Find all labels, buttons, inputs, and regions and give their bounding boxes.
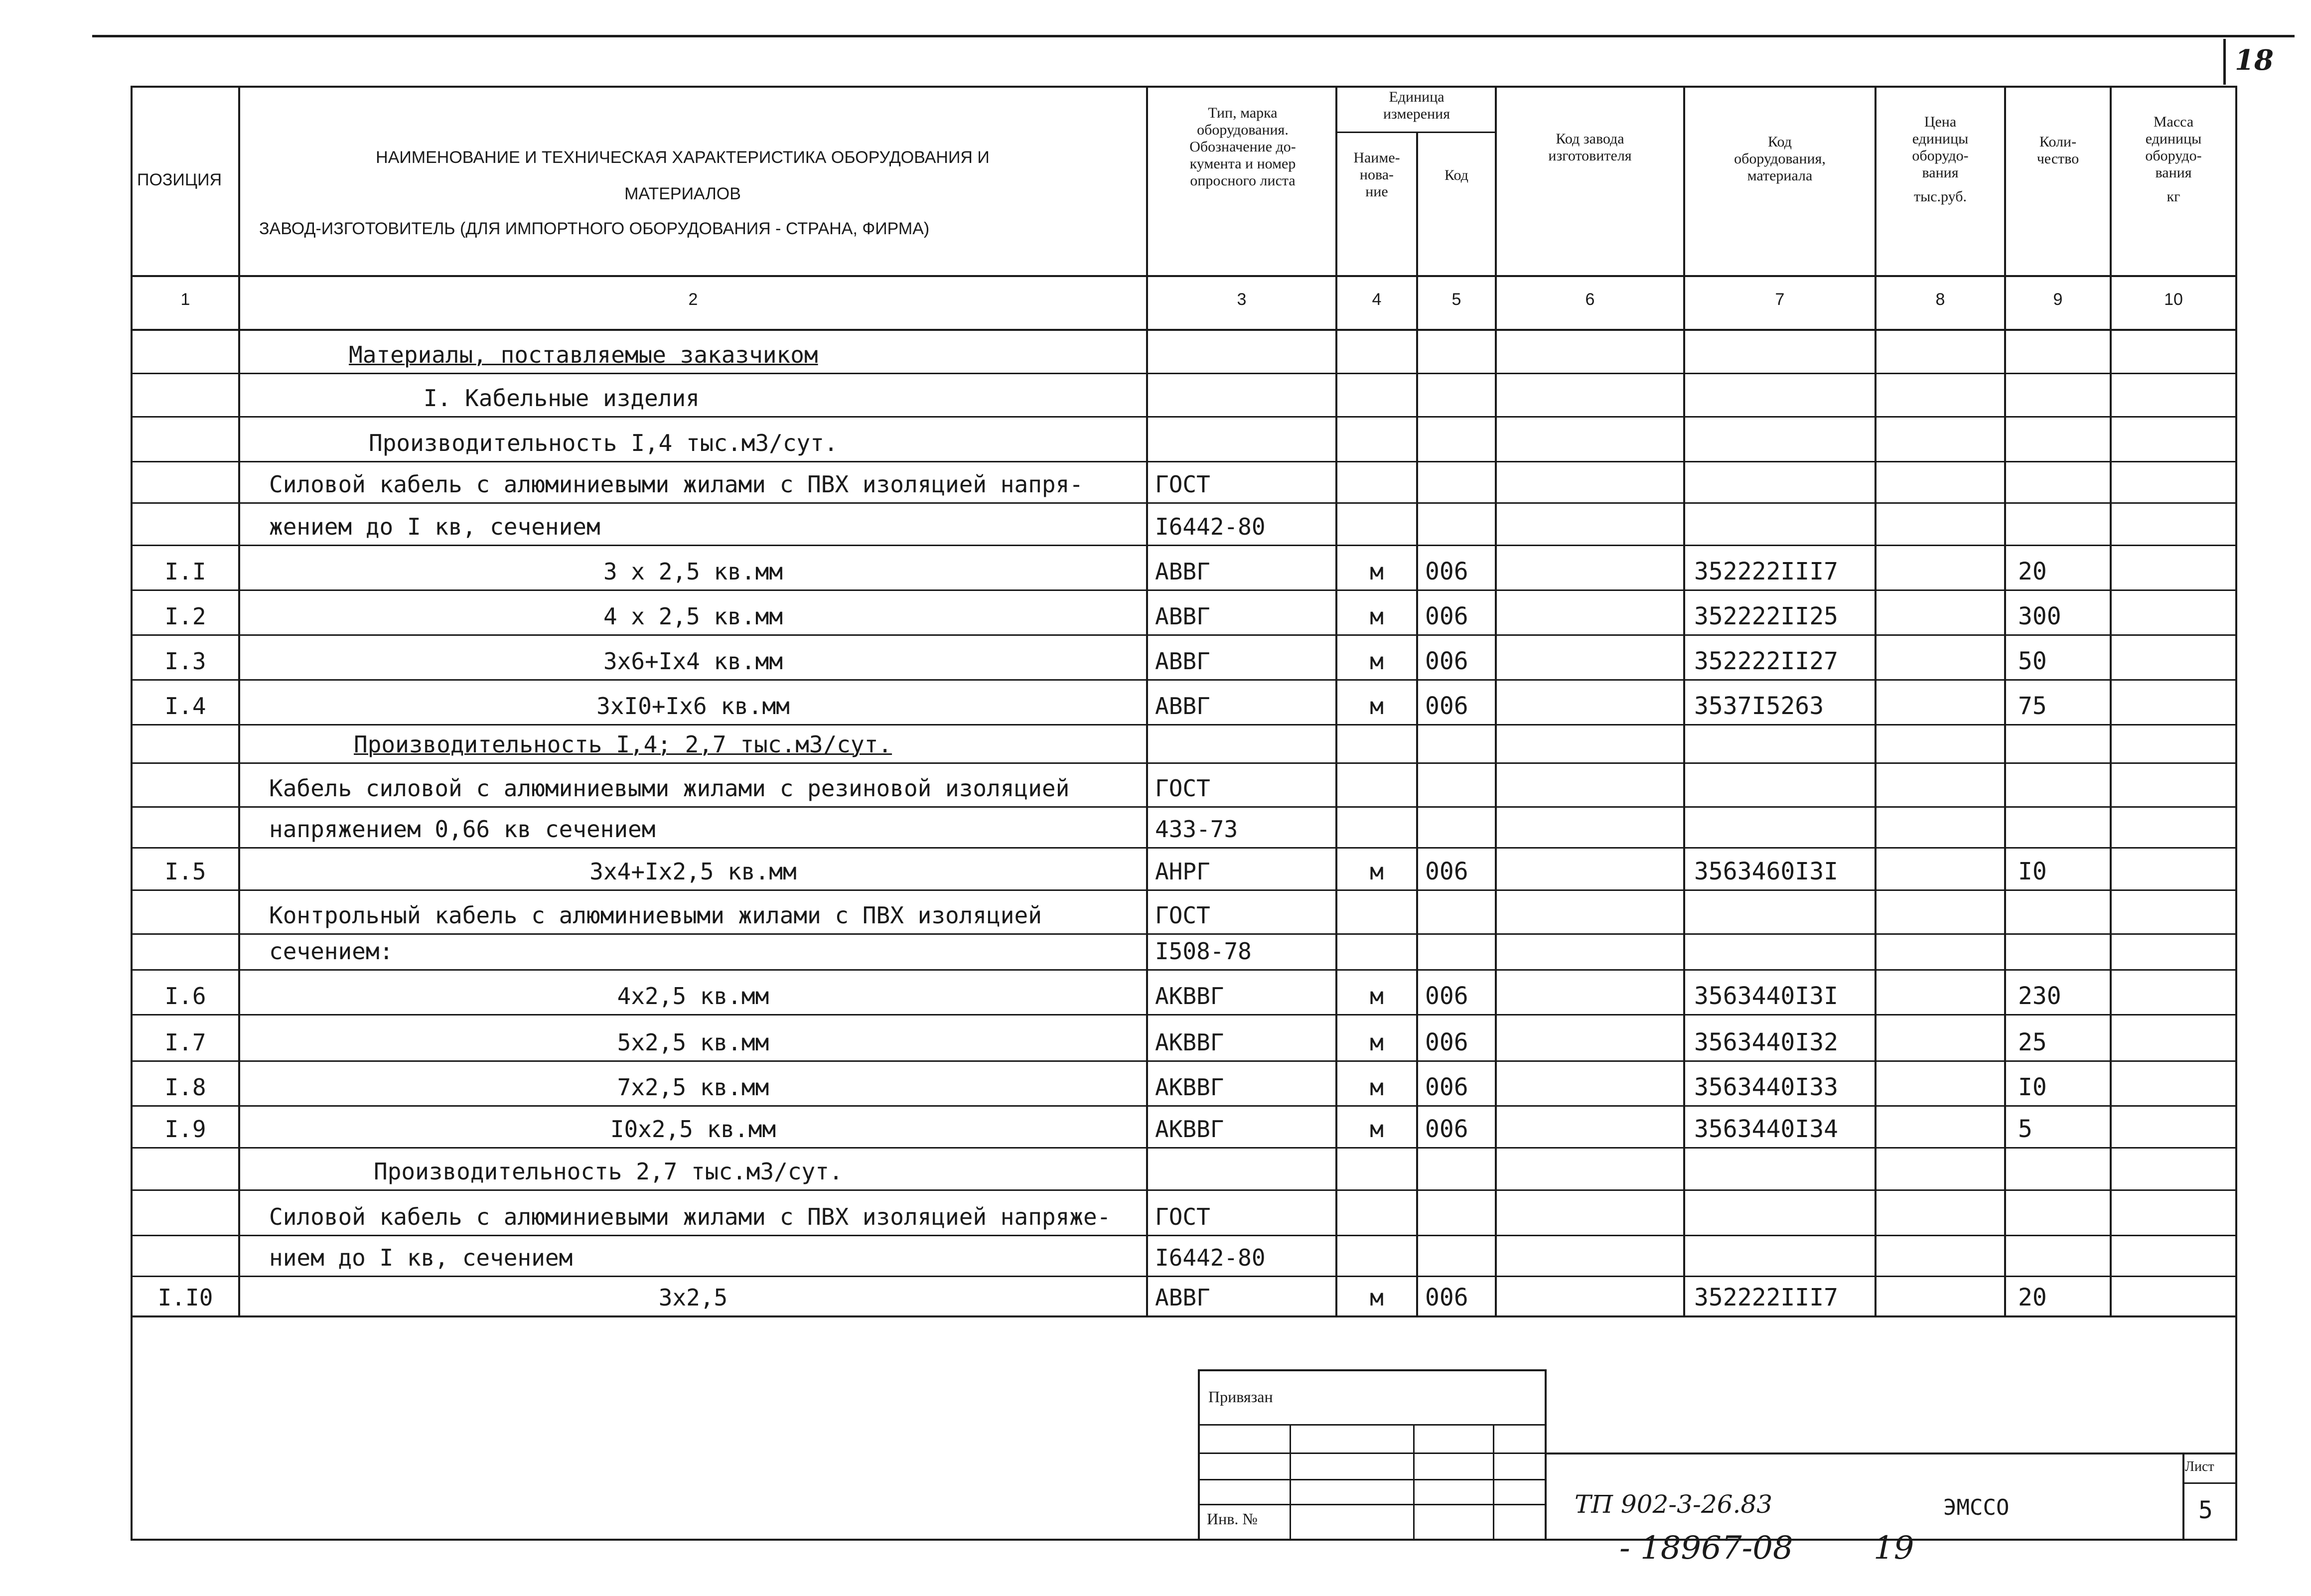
row-position: I.I0 xyxy=(157,1284,213,1311)
row-unit-code: 006 xyxy=(1425,1073,1468,1101)
row-material-code: 3563440I32 xyxy=(1694,1028,1838,1056)
row-position: I.9 xyxy=(164,1116,206,1143)
row-type: АНРГ xyxy=(1155,858,1210,885)
row-type: I508-78 xyxy=(1155,938,1252,965)
row-unit: м xyxy=(1370,558,1384,585)
stamp-sheet-number: 5 xyxy=(2198,1496,2213,1524)
row-quantity: 20 xyxy=(2018,1284,2047,1311)
row-quantity: 75 xyxy=(2018,692,2047,720)
row-name: 4 x 2,5 кв.мм xyxy=(603,603,783,630)
row-material-code: 3563440I34 xyxy=(1694,1115,1838,1143)
header-name-line2: МАТЕРИАЛОВ xyxy=(624,184,741,203)
row-name: Материалы, поставляемые заказчиком xyxy=(349,341,818,368)
row-unit: м xyxy=(1370,1029,1384,1056)
row-position: I.8 xyxy=(164,1074,206,1101)
row-name: Производительность 2,7 тыс.м3/сут. xyxy=(374,1158,843,1185)
row-position: I.4 xyxy=(164,693,206,720)
row-quantity: 50 xyxy=(2018,647,2047,675)
row-unit-code: 006 xyxy=(1425,1115,1468,1143)
row-name: Силовой кабель с алюминиевыми жилами с ПВХ изоляцией напря- xyxy=(269,471,1083,498)
header-quantity: Коли- чество xyxy=(2036,134,2079,167)
row-quantity: I0 xyxy=(2018,858,2047,885)
row-unit: м xyxy=(1370,1284,1384,1311)
row-name: Силовой кабель с алюминиевыми жилами с ПВХ изоляцией напряже- xyxy=(269,1203,1111,1230)
row-quantity: 230 xyxy=(2018,982,2061,1010)
row-name: 3x2,5 xyxy=(658,1284,728,1311)
row-unit: м xyxy=(1370,1116,1384,1143)
row-unit: м xyxy=(1370,693,1384,720)
row-name: 5x2,5 кв.мм xyxy=(617,1029,769,1056)
row-material-code: 352222II27 xyxy=(1694,647,1838,675)
row-unit-code: 006 xyxy=(1425,692,1468,720)
row-name: I. Кабельные изделия xyxy=(424,385,700,412)
row-unit: м xyxy=(1370,648,1384,675)
column-number: 3 xyxy=(1237,290,1247,309)
row-name: напряжением 0,66 кв сечением xyxy=(269,816,656,843)
row-material-code: 3563460I3I xyxy=(1694,858,1838,885)
row-name: нием до I кв, сечением xyxy=(269,1244,573,1271)
column-number: 2 xyxy=(688,290,698,309)
header-unit-code: Код xyxy=(1444,167,1468,183)
row-material-code: 3563440I33 xyxy=(1694,1073,1838,1101)
row-material-code: 3537I5263 xyxy=(1694,692,1824,720)
row-type: АВВГ xyxy=(1155,693,1210,720)
stamp-document-code: ТП 902-3-26.83 xyxy=(1575,1490,1773,1519)
row-name: Производительность I,4; 2,7 тыс.м3/сут. xyxy=(354,731,892,758)
row-unit-code: 006 xyxy=(1425,602,1468,630)
row-quantity: 25 xyxy=(2018,1028,2047,1056)
row-type: I6442-80 xyxy=(1155,1244,1266,1271)
row-unit: м xyxy=(1370,858,1384,885)
row-type: АКВВГ xyxy=(1155,1029,1224,1056)
row-position: I.3 xyxy=(164,648,206,675)
row-type: ГОСТ xyxy=(1155,775,1210,802)
row-quantity: 300 xyxy=(2018,602,2061,630)
row-type: АКВВГ xyxy=(1155,983,1224,1010)
row-type: ГОСТ xyxy=(1155,471,1210,498)
row-type: I6442-80 xyxy=(1155,513,1266,540)
row-position: I.7 xyxy=(164,1029,206,1056)
column-number: 8 xyxy=(1935,290,1945,309)
header-name-line1: НАИМЕНОВАНИЕ И ТЕХНИЧЕСКАЯ ХАРАКТЕРИСТИКА ОБОРУДОВАНИЯ И xyxy=(376,148,990,167)
row-type: ГОСТ xyxy=(1155,902,1210,929)
row-unit-code: 006 xyxy=(1425,1028,1468,1056)
page-number: 18 xyxy=(2235,44,2274,77)
row-name: 4x2,5 кв.мм xyxy=(617,983,769,1010)
row-material-code: 3563440I3I xyxy=(1694,982,1838,1010)
row-type: АКВВГ xyxy=(1155,1074,1224,1101)
footer-archive-number: - 18967-08 xyxy=(1619,1530,1793,1567)
row-name: жением до I кв, сечением xyxy=(269,513,600,540)
row-type: ГОСТ xyxy=(1155,1203,1210,1230)
stamp-sheet-label: Лист xyxy=(2185,1459,2214,1474)
row-quantity: I0 xyxy=(2018,1073,2047,1101)
row-unit: м xyxy=(1370,1074,1384,1101)
column-number: 9 xyxy=(2053,290,2063,309)
row-quantity: 5 xyxy=(2018,1115,2032,1143)
row-position: I.2 xyxy=(164,603,206,630)
row-name: Кабель силовой с алюминиевыми жилами с резиновой изоляцией xyxy=(269,775,1070,802)
column-number: 5 xyxy=(1451,290,1461,309)
stamp-inventory-label: Инв. № xyxy=(1207,1510,1258,1528)
header-plant-code: Код завода изготовителя xyxy=(1548,131,1632,164)
row-unit-code: 006 xyxy=(1425,1284,1468,1311)
row-name: 3xI0+Ix6 кв.мм xyxy=(596,693,790,720)
header-position: ПОЗИЦИЯ xyxy=(137,170,222,189)
row-material-code: 352222III7 xyxy=(1694,1284,1838,1311)
row-name: 7x2,5 кв.мм xyxy=(617,1074,769,1101)
row-name: сечением: xyxy=(269,938,394,965)
header-type: Тип, марка оборудования. Обозначение до- кумента и номер опросного листа xyxy=(1189,105,1296,189)
column-number: 6 xyxy=(1585,290,1595,309)
row-unit-code: 006 xyxy=(1425,858,1468,885)
row-position: I.6 xyxy=(164,983,206,1010)
row-type: АВВГ xyxy=(1155,648,1210,675)
header-material-code: Код оборудования, материала xyxy=(1734,134,1826,184)
stamp-organization: ЭМСCO xyxy=(1943,1495,2010,1520)
row-unit-code: 006 xyxy=(1425,558,1468,585)
column-number: 7 xyxy=(1775,290,1785,309)
row-name: 3x4+Ix2,5 кв.мм xyxy=(589,858,797,885)
row-name: Производительность I,4 тыс.м3/сут. xyxy=(369,430,838,456)
row-name: 3 x 2,5 кв.мм xyxy=(603,558,783,585)
row-position: I.5 xyxy=(164,858,206,885)
row-position: I.I xyxy=(164,558,206,585)
row-name: I0x2,5 кв.мм xyxy=(610,1116,776,1143)
footer-extra-number: 19 xyxy=(1874,1530,1914,1567)
row-material-code: 352222III7 xyxy=(1694,558,1838,585)
header-unit-group: Единица измерения xyxy=(1383,89,1450,122)
row-type: 433-73 xyxy=(1155,816,1238,843)
row-quantity: 20 xyxy=(2018,558,2047,585)
row-unit-code: 006 xyxy=(1425,647,1468,675)
row-material-code: 352222II25 xyxy=(1694,602,1838,630)
row-type: АВВГ xyxy=(1155,603,1210,630)
row-name: 3x6+Ix4 кв.мм xyxy=(603,648,783,675)
row-unit: м xyxy=(1370,603,1384,630)
row-type: АВВГ xyxy=(1155,558,1210,585)
header-unit-name: Наиме- нова- ние xyxy=(1353,149,1400,200)
row-type: АКВВГ xyxy=(1155,1116,1224,1143)
stamp-attached-label: Привязан xyxy=(1208,1388,1273,1406)
column-number: 10 xyxy=(2164,290,2183,309)
row-unit-code: 006 xyxy=(1425,982,1468,1010)
header-mass: Масса единицы оборудо- вания кг xyxy=(2145,114,2202,205)
column-number: 4 xyxy=(1372,290,1382,309)
row-name: Контрольный кабель с алюминиевыми жилами с ПВХ изоляцией xyxy=(269,902,1042,929)
row-unit: м xyxy=(1370,983,1384,1010)
column-number: 1 xyxy=(180,290,190,309)
header-price: Цена единицы оборудо- вания тыс.руб. xyxy=(1912,114,1969,205)
header-manufacturer: ЗАВОД-ИЗГОТОВИТЕЛЬ (ДЛЯ ИМПОРТНОГО ОБОРУДОВАНИЯ - СТРАНА, ФИРМА) xyxy=(259,219,930,238)
row-type: АВВГ xyxy=(1155,1284,1210,1311)
